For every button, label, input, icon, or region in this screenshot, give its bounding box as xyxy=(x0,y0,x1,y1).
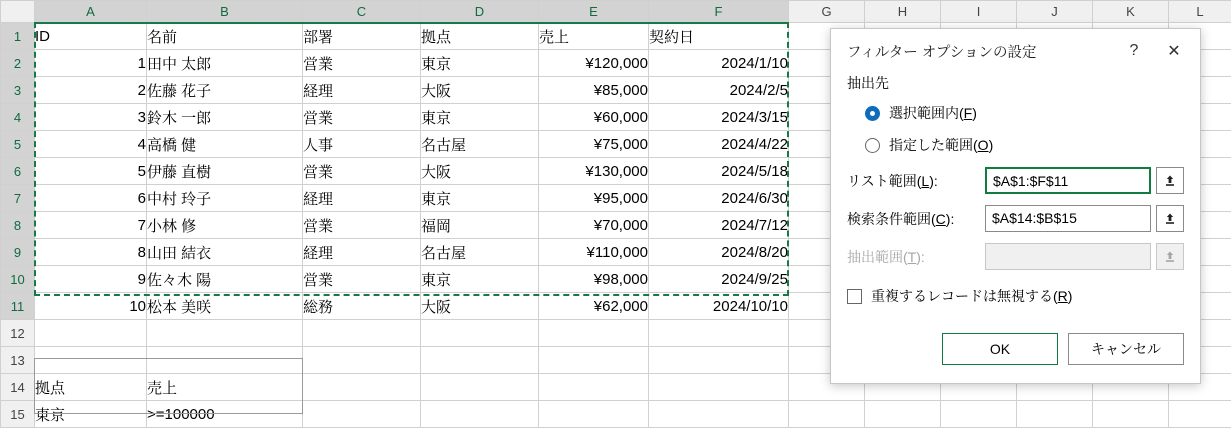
cell-C5[interactable]: 人事 xyxy=(303,131,421,158)
cell-B15[interactable]: >=100000 xyxy=(147,401,303,428)
column-header-B[interactable]: B xyxy=(147,1,303,23)
cell-F11[interactable]: 2024/10/10 xyxy=(649,293,789,320)
cell-D2[interactable]: 東京 xyxy=(421,50,539,77)
radio-in-place-label: 選択範囲内(F) xyxy=(889,103,977,123)
cell-C14[interactable] xyxy=(303,374,421,401)
cell-A1[interactable]: ID xyxy=(35,23,147,50)
unique-records-checkbox-row[interactable] xyxy=(847,286,1184,306)
cell-D9[interactable]: 名古屋 xyxy=(421,239,539,266)
cell-F9[interactable]: 2024/8/20 xyxy=(649,239,789,266)
cell-E9[interactable]: ¥110,000 xyxy=(539,239,649,266)
cell-B13[interactable] xyxy=(147,347,303,374)
cell-A5[interactable]: 4 xyxy=(35,131,147,158)
cell-D11[interactable]: 大阪 xyxy=(421,293,539,320)
cell-J15[interactable] xyxy=(1017,401,1093,428)
cell-B14[interactable]: 売上 xyxy=(147,374,303,401)
cell-B2[interactable]: 田中 太郎 xyxy=(147,50,303,77)
cell-G15[interactable] xyxy=(789,401,865,428)
cell-A9[interactable]: 8 xyxy=(35,239,147,266)
cell-A14[interactable]: 拠点 xyxy=(35,374,147,401)
cell-F13[interactable] xyxy=(649,347,789,374)
cell-C12[interactable] xyxy=(303,320,421,347)
column-header-row xyxy=(1,1,1231,23)
column-header-H[interactable]: H xyxy=(865,1,941,23)
row-header-4[interactable]: 4 xyxy=(1,104,35,131)
dialog-footer xyxy=(831,333,1200,365)
cell-A13[interactable] xyxy=(35,347,147,374)
cell-E15[interactable] xyxy=(539,401,649,428)
cell-C3[interactable]: 経理 xyxy=(303,77,421,104)
close-icon[interactable]: ✕ xyxy=(1154,35,1194,67)
cell-E1[interactable]: 売上 xyxy=(539,23,649,50)
cell-B8[interactable]: 小林 修 xyxy=(147,212,303,239)
cell-H15[interactable] xyxy=(865,401,941,428)
row-header-6[interactable]: 6 xyxy=(1,158,35,185)
range-picker-icon[interactable] xyxy=(1156,167,1184,194)
cell-A8[interactable]: 7 xyxy=(35,212,147,239)
row-header-1[interactable]: 1 xyxy=(1,23,35,50)
row-header-11[interactable]: 11 xyxy=(1,293,35,320)
cell-E5[interactable]: ¥75,000 xyxy=(539,131,649,158)
cell-D1[interactable]: 拠点 xyxy=(421,23,539,50)
dialog-title-bar[interactable] xyxy=(831,29,1200,73)
cell-E10[interactable]: ¥98,000 xyxy=(539,266,649,293)
cell-C8[interactable]: 営業 xyxy=(303,212,421,239)
cell-C10[interactable]: 営業 xyxy=(303,266,421,293)
cell-A11[interactable]: 10 xyxy=(35,293,147,320)
row-header-5[interactable]: 5 xyxy=(1,131,35,158)
criteria-range-label: 検索条件範囲(C): xyxy=(847,209,985,229)
cell-E6[interactable]: ¥130,000 xyxy=(539,158,649,185)
column-header-D[interactable]: D xyxy=(421,1,539,23)
table-row[interactable] xyxy=(1,401,1231,428)
cell-F4[interactable]: 2024/3/15 xyxy=(649,104,789,131)
cell-B1[interactable]: 名前 xyxy=(147,23,303,50)
radio-filter-in-place[interactable] xyxy=(865,103,1184,123)
copy-to-range-row xyxy=(847,243,1184,270)
cell-B9[interactable]: 山田 結衣 xyxy=(147,239,303,266)
cell-F1[interactable]: 契約日 xyxy=(649,23,789,50)
cell-F7[interactable]: 2024/6/30 xyxy=(649,185,789,212)
cancel-button[interactable]: キャンセル xyxy=(1068,333,1184,365)
radio-copy-to-another-location[interactable] xyxy=(865,135,1184,155)
list-range-label: リスト範囲(L): xyxy=(847,171,985,191)
cell-C13[interactable] xyxy=(303,347,421,374)
cell-D4[interactable]: 東京 xyxy=(421,104,539,131)
unique-records-checkbox[interactable] xyxy=(847,289,862,304)
cell-F12[interactable] xyxy=(649,320,789,347)
copy-to-range-input xyxy=(985,243,1151,270)
column-header-J[interactable]: J xyxy=(1017,1,1093,23)
cell-L15[interactable] xyxy=(1169,401,1231,428)
cell-F5[interactable]: 2024/4/22 xyxy=(649,131,789,158)
cell-A3[interactable]: 2 xyxy=(35,77,147,104)
cell-F2[interactable]: 2024/1/10 xyxy=(649,50,789,77)
help-icon[interactable]: ? xyxy=(1114,35,1154,67)
column-header-G[interactable]: G xyxy=(789,1,865,23)
cell-D5[interactable]: 名古屋 xyxy=(421,131,539,158)
column-header-I[interactable]: I xyxy=(941,1,1017,23)
cell-E11[interactable]: ¥62,000 xyxy=(539,293,649,320)
cell-A7[interactable]: 6 xyxy=(35,185,147,212)
cell-E12[interactable] xyxy=(539,320,649,347)
unique-records-label: 重複するレコードは無視する(R) xyxy=(871,286,1072,306)
list-range-row[interactable] xyxy=(847,167,1184,194)
criteria-range-row[interactable] xyxy=(847,205,1184,232)
cell-C4[interactable]: 営業 xyxy=(303,104,421,131)
cell-A4[interactable]: 3 xyxy=(35,104,147,131)
cell-A15[interactable]: 東京 xyxy=(35,401,147,428)
ok-button[interactable]: OK xyxy=(942,333,1058,365)
row-header-14[interactable]: 14 xyxy=(1,374,35,401)
cell-E2[interactable]: ¥120,000 xyxy=(539,50,649,77)
cell-A10[interactable]: 9 xyxy=(35,266,147,293)
select-all-corner[interactable] xyxy=(1,1,35,23)
cell-D15[interactable] xyxy=(421,401,539,428)
cell-F14[interactable] xyxy=(649,374,789,401)
cell-B6[interactable]: 伊藤 直樹 xyxy=(147,158,303,185)
range-picker-icon[interactable] xyxy=(1156,205,1184,232)
cell-D14[interactable] xyxy=(421,374,539,401)
row-header-15[interactable]: 15 xyxy=(1,401,35,428)
cell-C11[interactable]: 総務 xyxy=(303,293,421,320)
row-header-9[interactable]: 9 xyxy=(1,239,35,266)
cell-D12[interactable] xyxy=(421,320,539,347)
cell-A2[interactable]: 1 xyxy=(35,50,147,77)
cell-C1[interactable]: 部署 xyxy=(303,23,421,50)
cell-B10[interactable]: 佐々木 陽 xyxy=(147,266,303,293)
cell-B11[interactable]: 松本 美咲 xyxy=(147,293,303,320)
cell-C9[interactable]: 経理 xyxy=(303,239,421,266)
column-header-C[interactable]: C xyxy=(303,1,421,23)
row-header-2[interactable]: 2 xyxy=(1,50,35,77)
cell-A12[interactable] xyxy=(35,320,147,347)
row-header-12[interactable]: 12 xyxy=(1,320,35,347)
list-range-input[interactable]: $A$1:$F$11 xyxy=(985,167,1151,194)
cell-E14[interactable] xyxy=(539,374,649,401)
cell-E13[interactable] xyxy=(539,347,649,374)
cell-F6[interactable]: 2024/5/18 xyxy=(649,158,789,185)
dialog-title: フィルター オプションの設定 xyxy=(847,41,1114,62)
cell-F15[interactable] xyxy=(649,401,789,428)
cell-D3[interactable]: 大阪 xyxy=(421,77,539,104)
cell-C6[interactable]: 営業 xyxy=(303,158,421,185)
row-header-7[interactable]: 7 xyxy=(1,185,35,212)
column-header-E[interactable]: E xyxy=(539,1,649,23)
copy-to-range-label: 抽出範囲(T): xyxy=(847,247,985,267)
cell-F3[interactable]: 2024/2/5 xyxy=(649,77,789,104)
row-header-10[interactable]: 10 xyxy=(1,266,35,293)
cell-D6[interactable]: 大阪 xyxy=(421,158,539,185)
range-picker-icon xyxy=(1156,243,1184,270)
cell-C2[interactable]: 営業 xyxy=(303,50,421,77)
criteria-range-input[interactable]: $A$14:$B$15 xyxy=(985,205,1151,232)
cell-B12[interactable] xyxy=(147,320,303,347)
cell-D8[interactable]: 福岡 xyxy=(421,212,539,239)
column-header-A[interactable]: A xyxy=(35,1,147,23)
column-header-L[interactable]: L xyxy=(1169,1,1231,23)
cell-B4[interactable]: 鈴木 一郎 xyxy=(147,104,303,131)
advanced-filter-dialog[interactable] xyxy=(830,28,1201,384)
radio-copy-to-icon[interactable] xyxy=(865,138,880,153)
cell-D13[interactable] xyxy=(421,347,539,374)
cell-B5[interactable]: 高橋 健 xyxy=(147,131,303,158)
column-header-F[interactable]: F xyxy=(649,1,789,23)
cell-B3[interactable]: 佐藤 花子 xyxy=(147,77,303,104)
radio-copy-to-label: 指定した範囲(O) xyxy=(889,135,993,155)
destination-section-label: 抽出先 xyxy=(847,73,1184,93)
cell-E8[interactable]: ¥70,000 xyxy=(539,212,649,239)
cell-D10[interactable]: 東京 xyxy=(421,266,539,293)
cell-D7[interactable]: 東京 xyxy=(421,185,539,212)
radio-in-place-icon[interactable] xyxy=(865,106,880,121)
cell-C15[interactable] xyxy=(303,401,421,428)
column-header-K[interactable]: K xyxy=(1093,1,1169,23)
cell-C7[interactable]: 経理 xyxy=(303,185,421,212)
row-header-8[interactable]: 8 xyxy=(1,212,35,239)
dialog-body xyxy=(831,73,1200,306)
cell-B7[interactable]: 中村 玲子 xyxy=(147,185,303,212)
cell-E3[interactable]: ¥85,000 xyxy=(539,77,649,104)
row-header-3[interactable]: 3 xyxy=(1,77,35,104)
cell-E4[interactable]: ¥60,000 xyxy=(539,104,649,131)
cell-A6[interactable]: 5 xyxy=(35,158,147,185)
cell-K15[interactable] xyxy=(1093,401,1169,428)
cell-F10[interactable]: 2024/9/25 xyxy=(649,266,789,293)
cell-F8[interactable]: 2024/7/12 xyxy=(649,212,789,239)
cell-I15[interactable] xyxy=(941,401,1017,428)
cell-E7[interactable]: ¥95,000 xyxy=(539,185,649,212)
row-header-13[interactable]: 13 xyxy=(1,347,35,374)
